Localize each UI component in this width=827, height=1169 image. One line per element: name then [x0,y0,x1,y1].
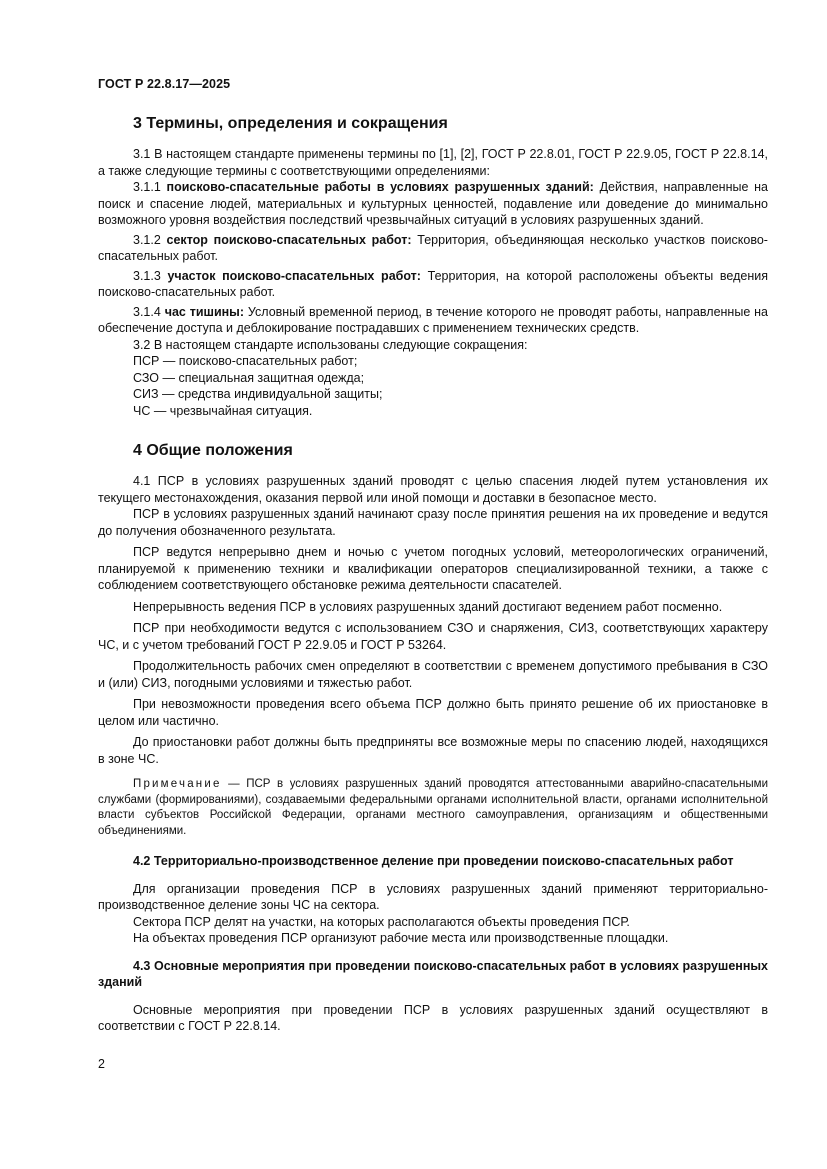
term-definition: Условный временной период, в течение которого не проводят работы, направленные на обеспечение доступа и деблокирование пострадавших с применением технических средств. [98,304,768,335]
paragraph-3-1: 3.1 В настоящем стандарте применены термины по [1], [2], ГОСТ Р 22.8.01, ГОСТ Р 22.9.05, ГОСТ Р 22.8.14, а также следующие термины с соответствующими определениями: [98,147,768,178]
paragraph: ПСР при необходимости ведутся с использованием СЗО и снаряжения, СИЗ, соответствующих характеру ЧС, и с учетом требований ГОСТ Р 22.9.05 и ГОСТ Р 53264. [98,621,768,652]
paragraph: Для организации проведения ПСР в условиях разрушенных зданий применяют территориально-производственное деление зоны ЧС на сектора. [98,881,768,912]
term-definition: Действия, направленные на поиск и спасение людей, материальных и культурных ценностей, подавление или доведение до минимально возможного уровня воздействия последствий чрезвычайных ситуаций в условиях разрушенных зданий. [98,180,768,227]
paragraph: На объектах проведения ПСР организуют рабочие места или производственные площадки. [133,931,669,945]
document-code-header: ГОСТ Р 22.8.17—2025 [98,77,231,91]
paragraph: ПСР в условиях разрушенных зданий начинают сразу после принятия решения на их проведение и ведутся до получения обозначенного результата. [98,507,768,538]
note [98,777,768,839]
abbreviation-item: ПСР — поисково-спасательных работ; [133,354,358,368]
term-number: 3.1.4 [133,304,165,319]
paragraph-4-1: 4.1 ПСР в условиях разрушенных зданий проводят с целью спасения людей путем установления их текущего местонахождения, оказания первой или иной помощи и доставки в безопасное место. [98,474,768,505]
paragraph: Непрерывность ведения ПСР в условиях разрушенных зданий достигают ведением работ посменно. [133,599,723,614]
paragraph: Основные мероприятия при проведении ПСР в условиях разрушенных зданий осуществляют в соответствии с ГОСТ Р 22.8.14. [98,1002,768,1033]
paragraph: До приостановки работ должны быть предприняты все возможные меры по спасению людей, находящихся в зоне ЧС. [98,735,768,766]
term-name: час тишины: [164,304,245,319]
page-content [98,114,768,1035]
section-3-heading: 3 Термины, определения и сокращения [133,115,448,132]
term-3-1-1 [98,179,768,229]
term-definition: Территория, на которой расположены объекты ведения поисково-спасательных работ. [98,268,769,299]
note-text: — ПСР в условиях разрушенных зданий проводятся аттестованными аварийно-спасательными службами (формированиями), создаваемыми федеральными органами исполнительной власти, органами исполнительной власти субъектов Российской Федерации, органами местного самоуправления, организациям и общественными объединениями. [98,778,768,837]
term-name: участок поисково-спасательных работ: [167,268,421,283]
term-3-1-4 [98,304,768,337]
term-3-1-2 [98,232,768,265]
term-definition: Территория, объединяющая несколько участков поисково-спасательных работ. [98,232,768,263]
term-3-1-3 [98,268,768,301]
term-number: 3.1.3 [133,268,168,283]
section-4-2-heading: 4.2 Территориально-производственное деление при проведении поисково-спасательных работ [133,854,734,868]
section-4-3-heading: 4.3 Основные мероприятия при проведении поисково-спасательных работ в условиях разрушенных зданий [98,958,768,989]
abbreviation-item: ЧС — чрезвычайная ситуация. [133,403,313,418]
paragraph: При невозможности проведения всего объема ПСР должно быть принято решение об их приостановке в целом или частично. [98,697,768,728]
section-4-heading: 4 Общие положения [133,442,293,459]
term-name: сектор поисково-спасательных работ: [166,232,412,247]
note-label: Примечание [133,778,222,790]
term-name: поисково-спасательные работы в условиях разрушенных зданий: [166,180,594,194]
paragraph: ПСР ведутся непрерывно днем и ночью с учетом погодных условий, метеорологических ограничений, планируемой к применению техники и квалификации операторов специализированной техники, а также с соблюдением соответствующего обстановке режима деятельности спасателей. [98,545,768,592]
term-number: 3.1.1 [133,180,167,194]
paragraph: Продолжительность рабочих смен определяют в соответствии с временем допустимого пребывания в СЗО и (или) СИЗ, погодными условиями и тяжестью работ. [98,659,768,690]
page-number: 2 [98,1057,105,1071]
paragraph-3-2: 3.2 В настоящем стандарте использованы следующие сокращения: [133,337,528,352]
abbreviation-item: СЗО — специальная защитная одежда; [133,370,365,385]
abbreviation-item: СИЗ — средства индивидуальной защиты; [133,387,383,401]
paragraph: Сектора ПСР делят на участки, на которых располагаются объекты проведения ПСР. [133,914,630,929]
term-number: 3.1.2 [133,232,167,247]
